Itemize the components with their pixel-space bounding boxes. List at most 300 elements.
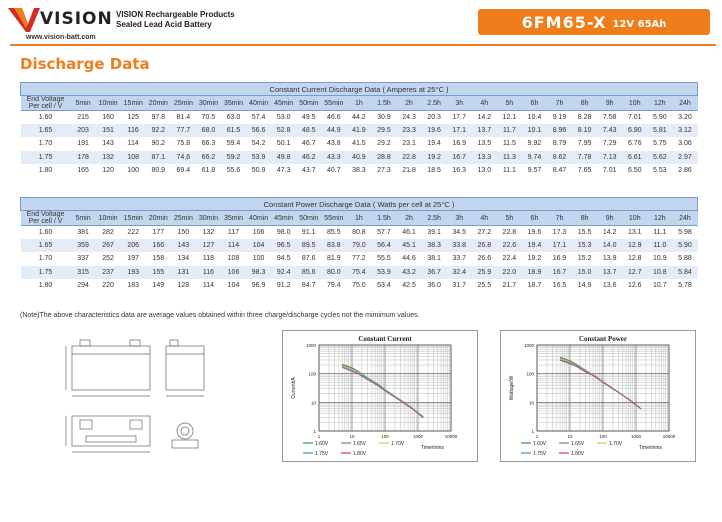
- table-cell: 18.9: [522, 266, 547, 279]
- table-cell: 150: [177, 228, 190, 236]
- brand-tagline: [116, 10, 235, 30]
- column-header: 10min: [96, 96, 121, 111]
- table-cell: 87.6: [301, 255, 316, 263]
- table-cell: 220: [102, 282, 114, 290]
- column-header: 55min: [321, 211, 346, 226]
- table-cell: 29.2: [377, 140, 391, 148]
- table-cell: 16.9: [452, 140, 467, 148]
- table-cell: 26.8: [472, 239, 497, 252]
- table-cell: 80.0: [321, 266, 346, 279]
- table-cell: 39.1: [427, 228, 441, 236]
- end-voltage-header: End Voltage Per cell / V: [21, 96, 71, 111]
- model-spec: 12V 65Ah: [612, 18, 667, 30]
- y-tick-label: 1000: [523, 343, 534, 348]
- table-cell: 41.5: [352, 140, 366, 148]
- column-header: 6h: [522, 211, 547, 226]
- column-header: 1.5h: [371, 211, 396, 226]
- table-note: (Note)The above characteristics data are average values obtained within three charge/discharge cycles not the mimimum values.: [20, 312, 420, 319]
- table-cell: 20.3: [427, 113, 441, 121]
- table-cell: 19.6: [422, 124, 447, 137]
- table-cell: 24.3: [402, 113, 416, 121]
- table-cell: 13.9: [602, 255, 617, 263]
- table-cell: 160: [102, 113, 114, 121]
- table-cell: 85.6: [296, 266, 321, 279]
- table-cell: 63.0: [226, 113, 241, 121]
- table-cell: 206: [121, 239, 146, 252]
- end-voltage-cell: 1.60: [38, 228, 53, 236]
- table-cell: 381: [77, 228, 89, 236]
- table-cell: 36.0: [427, 282, 441, 290]
- column-header: 4h: [472, 96, 497, 111]
- table-row: [21, 111, 698, 124]
- table-cell: 89.5: [296, 239, 321, 252]
- column-header: 5min: [71, 211, 96, 226]
- column-header: 20min: [146, 211, 171, 226]
- constant-power-graph: [500, 330, 696, 462]
- column-header: 2h: [397, 96, 422, 111]
- table-cell: 11.5: [502, 140, 516, 148]
- table-cell: 32.4: [447, 266, 472, 279]
- table-cell: 97.8: [151, 113, 166, 121]
- table-cell: 166: [146, 239, 171, 252]
- model-banner: [478, 9, 710, 35]
- table-cell: 44.9: [321, 124, 346, 137]
- table-cell: 14.2: [602, 228, 617, 236]
- x-tick-label: 1: [317, 434, 321, 439]
- table-cell: 25.5: [477, 282, 492, 290]
- table-cell: 128: [177, 282, 190, 290]
- table-cell: 22.0: [497, 266, 522, 279]
- table-cell: 22.8: [502, 228, 517, 236]
- table-cell: 74.6: [171, 151, 196, 164]
- table-cell: 5.75: [653, 140, 667, 148]
- table-cell: 70.5: [201, 113, 216, 121]
- table-cell: 19.4: [427, 140, 441, 148]
- legend-label: 1.60V: [533, 441, 547, 447]
- table-cell: 29.5: [371, 124, 396, 137]
- table-cell: 11.0: [647, 239, 672, 252]
- table-row: [21, 252, 698, 265]
- table-cell: 9.92: [527, 140, 542, 148]
- table-cell: 40.9: [346, 151, 371, 164]
- column-header: 40min: [246, 96, 271, 111]
- table-cell: 104: [227, 282, 240, 290]
- table-caption: Constant Current Discharge Data ( Amperes at 25°C ): [21, 83, 698, 96]
- end-voltage-cell: 1.70: [38, 255, 53, 263]
- table-cell: 11.3: [497, 151, 522, 164]
- table-cell: 27.2: [477, 228, 492, 236]
- table-cell: 7.29: [602, 140, 617, 148]
- table-cell: 52.8: [271, 124, 296, 137]
- table-cell: 106: [252, 228, 265, 236]
- table-cell: 26.6: [477, 255, 492, 263]
- table-cell: 8.62: [547, 151, 572, 164]
- column-header: 30min: [196, 96, 221, 111]
- table-cell: 6.90: [622, 124, 647, 137]
- table-cell: 16.7: [447, 151, 472, 164]
- table-cell: 12.9: [622, 239, 647, 252]
- table-cell: 178: [71, 151, 96, 164]
- table-cell: 114: [202, 282, 215, 290]
- table-cell: 77.7: [171, 124, 196, 137]
- column-header: 8h: [572, 96, 597, 111]
- table-cell: 23.1: [402, 140, 416, 148]
- table-cell: 9.74: [522, 151, 547, 164]
- column-header: 25min: [171, 96, 196, 111]
- table-cell: 92.2: [146, 124, 171, 137]
- table-cell: 237: [96, 266, 121, 279]
- table-cell: 14.9: [577, 282, 592, 290]
- table-cell: 13.1: [627, 228, 642, 236]
- table-cell: 108: [121, 151, 146, 164]
- column-header: 24h: [672, 96, 697, 111]
- table-cell: 149: [152, 282, 165, 290]
- table-cell: 158: [152, 255, 165, 263]
- table-cell: 2.86: [678, 167, 692, 175]
- column-header: 12h: [647, 211, 672, 226]
- column-header: 3h: [447, 211, 472, 226]
- column-header: 3h: [447, 96, 472, 111]
- x-tick-label: 100: [599, 434, 607, 439]
- tagline-line2: Sealed Lead Acid Battery: [116, 20, 212, 29]
- table-cell: 117: [227, 228, 240, 236]
- table-cell: 43.3: [321, 151, 346, 164]
- column-header: 24h: [672, 211, 697, 226]
- column-header: 7h: [547, 211, 572, 226]
- column-header: 40min: [246, 211, 271, 226]
- table-cell: 3.06: [678, 140, 692, 148]
- header-divider: [10, 44, 716, 46]
- column-header: 1.5h: [371, 96, 396, 111]
- column-header: 12h: [647, 96, 672, 111]
- table-cell: 100: [252, 255, 265, 263]
- column-header: 50min: [296, 211, 321, 226]
- table-row: [21, 124, 698, 137]
- table-cell: 46.6: [327, 113, 341, 121]
- table-cell: 12.6: [627, 282, 642, 290]
- table-cell: 85.5: [327, 228, 341, 236]
- legend-label: 1.75V: [315, 451, 329, 457]
- table-cell: 38.3: [352, 167, 366, 175]
- column-header: 1h: [346, 96, 371, 111]
- table-cell: 25.9: [472, 266, 497, 279]
- table-cell: 2.97: [672, 151, 697, 164]
- table-cell: 114: [221, 239, 246, 252]
- table-row: [21, 164, 698, 177]
- table-cell: 91.2: [276, 282, 291, 290]
- table-cell: 11.1: [502, 167, 516, 175]
- table-cell: 7.95: [577, 140, 592, 148]
- table-cell: 267: [96, 239, 121, 252]
- table-cell: 40.7: [327, 167, 341, 175]
- power-discharge-table: [20, 197, 698, 292]
- table-cell: 96.9: [251, 282, 266, 290]
- table-cell: 359: [71, 239, 96, 252]
- column-header: 9h: [597, 96, 622, 111]
- column-header: 7h: [547, 96, 572, 111]
- y-tick-label: 100: [308, 371, 316, 377]
- table-cell: 12.1: [502, 113, 517, 121]
- table-cell: 18.7: [527, 282, 542, 290]
- table-cell: 17.1: [547, 239, 572, 252]
- table-cell: 19.2: [527, 255, 542, 263]
- table-cell: 16.5: [552, 282, 567, 290]
- table-cell: 44.2: [352, 113, 366, 121]
- table-cell: 14.0: [597, 239, 622, 252]
- table-cell: 127: [196, 239, 221, 252]
- table-cell: 53.0: [276, 113, 291, 121]
- table-cell: 134: [177, 255, 190, 263]
- table-cell: 21.7: [502, 282, 517, 290]
- table-row: [21, 151, 698, 164]
- column-header: 15min: [121, 211, 146, 226]
- table-cell: 77.2: [352, 255, 366, 263]
- table-cell: 13.5: [477, 140, 492, 148]
- table-cell: 7.58: [602, 113, 617, 121]
- table-cell: 54.2: [251, 140, 266, 148]
- table-cell: 165: [77, 167, 89, 175]
- table-cell: 5.62: [647, 151, 672, 164]
- table-cell: 3.12: [672, 124, 697, 137]
- table-cell: 143: [171, 239, 196, 252]
- table-cell: 8.47: [552, 167, 567, 175]
- column-header: 5h: [497, 96, 522, 111]
- table-cell: 83.8: [321, 239, 346, 252]
- table-cell: 17.1: [447, 124, 472, 137]
- table-cell: 48.5: [296, 124, 321, 137]
- y-tick-label: 1: [531, 429, 534, 434]
- table-cell: 143: [102, 140, 114, 148]
- table-cell: 36.7: [422, 266, 447, 279]
- table-cell: 3.20: [678, 113, 692, 121]
- table-cell: 183: [127, 282, 140, 290]
- legend-label: 1.60V: [315, 441, 329, 447]
- table-cell: 177: [152, 228, 165, 236]
- table-cell: 155: [146, 266, 171, 279]
- x-axis-label: Time/mins: [639, 445, 662, 451]
- x-tick-label: 10000: [662, 434, 676, 439]
- column-header: 35min: [221, 211, 246, 226]
- table-cell: 42.5: [402, 282, 416, 290]
- table-cell: 15.2: [577, 255, 592, 263]
- legend-label: 1.80V: [571, 451, 585, 457]
- table-cell: 57.7: [377, 228, 391, 236]
- x-axis-label: Time/mins: [421, 445, 444, 451]
- table-cell: 87.1: [146, 151, 171, 164]
- table-cell: 53.9: [371, 266, 396, 279]
- table-cell: 75.8: [176, 140, 191, 148]
- table-cell: 45.1: [397, 239, 422, 252]
- column-header: 2h: [397, 211, 422, 226]
- table-cell: 56.4: [371, 239, 396, 252]
- table-cell: 68.0: [196, 124, 221, 137]
- table-cell: 46.1: [402, 228, 416, 236]
- column-header: 20min: [146, 96, 171, 111]
- table-cell: 50.9: [251, 167, 266, 175]
- table-cell: 13.6: [602, 282, 617, 290]
- table-cell: 23.3: [397, 124, 422, 137]
- table-cell: 22.6: [497, 239, 522, 252]
- table-cell: 8.10: [572, 124, 597, 137]
- table-cell: 16.3: [452, 167, 467, 175]
- table-cell: 17.7: [452, 113, 467, 121]
- table-cell: 100: [127, 167, 140, 175]
- table-cell: 13.7: [597, 266, 622, 279]
- battery-dimension-drawing: [62, 328, 292, 478]
- column-header: 5h: [497, 211, 522, 226]
- column-header: 1h: [346, 211, 371, 226]
- table-cell: 81.4: [176, 113, 191, 121]
- table-cell: 59.2: [221, 151, 246, 164]
- table-cell: 11.1: [653, 228, 667, 236]
- column-header: 15min: [121, 96, 146, 111]
- table-cell: 15.0: [572, 266, 597, 279]
- table-cell: 59.4: [226, 140, 241, 148]
- table-cell: 5.98: [678, 228, 692, 236]
- table-cell: 80.9: [151, 167, 166, 175]
- table-cell: 38.1: [427, 255, 441, 263]
- table-cell: 43.2: [397, 266, 422, 279]
- end-voltage-cell: 1.80: [38, 282, 53, 290]
- table-cell: 91.1: [301, 228, 316, 236]
- tagline-line1: VISION Rechargeable Products: [116, 10, 235, 19]
- section-title: Discharge Data: [20, 55, 150, 73]
- table-cell: 12.8: [627, 255, 642, 263]
- y-tick-label: 1000: [305, 343, 316, 348]
- table-cell: 7.13: [597, 151, 622, 164]
- table-caption: Constant Power Discharge Data ( Watts per cell at 25°C ): [21, 198, 698, 211]
- table-cell: 132: [202, 228, 215, 236]
- table-cell: 6.76: [627, 140, 642, 148]
- table-row: [21, 226, 698, 239]
- table-cell: 203: [71, 124, 96, 137]
- column-header: 2.5h: [422, 211, 447, 226]
- table-cell: 55.5: [377, 255, 391, 263]
- table-cell: 50.1: [276, 140, 291, 148]
- table-cell: 116: [121, 124, 146, 137]
- table-cell: 19.2: [422, 151, 447, 164]
- column-header: 10h: [622, 96, 647, 111]
- table-cell: 56.6: [246, 124, 271, 137]
- table-cell: 5.81: [647, 124, 672, 137]
- table-cell: 5.88: [678, 255, 692, 263]
- table-cell: 7.01: [602, 167, 617, 175]
- legend-label: 1.80V: [353, 451, 367, 457]
- column-header: 35min: [221, 96, 246, 111]
- table-cell: 104: [246, 239, 271, 252]
- table-cell: 8.28: [577, 113, 592, 121]
- table-cell: 6.61: [622, 151, 647, 164]
- column-header: 50min: [296, 96, 321, 111]
- table-cell: 41.9: [346, 124, 371, 137]
- table-cell: 7.65: [577, 167, 592, 175]
- y-axis-label: Current/A: [291, 377, 297, 399]
- table-cell: 9.57: [527, 167, 542, 175]
- column-header: 55min: [321, 96, 346, 111]
- end-voltage-cell: 1.75: [21, 151, 71, 164]
- table-cell: 5.53: [653, 167, 667, 175]
- table-cell: 108: [227, 255, 240, 263]
- table-cell: 18.5: [427, 167, 441, 175]
- current-discharge-table: [20, 82, 698, 177]
- y-tick-label: 100: [526, 371, 534, 377]
- column-header: 10min: [96, 211, 121, 226]
- column-header: 2.5h: [422, 96, 447, 111]
- end-voltage-cell: 1.80: [38, 167, 53, 175]
- x-tick-label: 10: [567, 434, 573, 439]
- table-cell: 43.7: [301, 167, 316, 175]
- table-cell: 22.4: [502, 255, 517, 263]
- end-voltage-cell: 1.65: [21, 239, 71, 252]
- table-cell: 8.96: [547, 124, 572, 137]
- column-header: 6h: [522, 96, 547, 111]
- table-cell: 10.7: [653, 282, 667, 290]
- column-header: 4h: [472, 211, 497, 226]
- table-cell: 193: [121, 266, 146, 279]
- table-cell: 116: [196, 266, 221, 279]
- end-voltage-cell: 1.70: [38, 140, 53, 148]
- table-cell: 252: [102, 255, 114, 263]
- table-cell: 53.4: [377, 282, 391, 290]
- table-cell: 19.4: [522, 239, 547, 252]
- table-cell: 55.6: [226, 167, 241, 175]
- column-header: 45min: [271, 96, 296, 111]
- table-cell: 13.0: [477, 167, 492, 175]
- column-header: 25min: [171, 211, 196, 226]
- table-cell: 43.8: [327, 140, 341, 148]
- table-cell: 19.6: [527, 228, 542, 236]
- column-header: 10h: [622, 211, 647, 226]
- column-header: 5min: [71, 96, 96, 111]
- table-cell: 79.4: [327, 282, 341, 290]
- table-cell: 75.4: [346, 266, 371, 279]
- table-cell: 6.50: [627, 167, 642, 175]
- y-axis-label: Wattage/W: [509, 375, 515, 401]
- table-cell: 118: [202, 255, 215, 263]
- table-cell: 49.5: [301, 113, 316, 121]
- table-cell: 46.2: [296, 151, 321, 164]
- table-row: [21, 239, 698, 252]
- table-cell: 151: [96, 124, 121, 137]
- graph-title: Constant Current: [358, 335, 412, 343]
- table-cell: 61.8: [201, 167, 216, 175]
- table-cell: 10.4: [527, 113, 542, 121]
- table-cell: 10.1: [522, 124, 547, 137]
- table-cell: 61.5: [221, 124, 246, 137]
- y-tick-label: 10: [528, 400, 534, 406]
- table-cell: 7.43: [597, 124, 622, 137]
- table-cell: 46.7: [301, 140, 316, 148]
- table-cell: 282: [102, 228, 114, 236]
- table-cell: 10.9: [653, 255, 667, 263]
- table-cell: 98.3: [246, 266, 271, 279]
- x-tick-label: 10: [349, 434, 355, 439]
- legend-label: 1.70V: [391, 441, 405, 447]
- table-row: [21, 279, 698, 292]
- table-cell: 21.8: [402, 167, 416, 175]
- table-cell: 44.6: [402, 255, 416, 263]
- table-cell: 125: [127, 113, 140, 121]
- column-header: 30min: [196, 211, 221, 226]
- table-cell: 10.8: [647, 266, 672, 279]
- x-tick-label: 1: [535, 434, 539, 439]
- table-cell: 191: [77, 140, 89, 148]
- table-cell: 80.8: [352, 228, 366, 236]
- x-tick-label: 10000: [444, 434, 458, 439]
- table-cell: 28.8: [371, 151, 396, 164]
- table-cell: 49.8: [271, 151, 296, 164]
- table-cell: 114: [127, 140, 139, 148]
